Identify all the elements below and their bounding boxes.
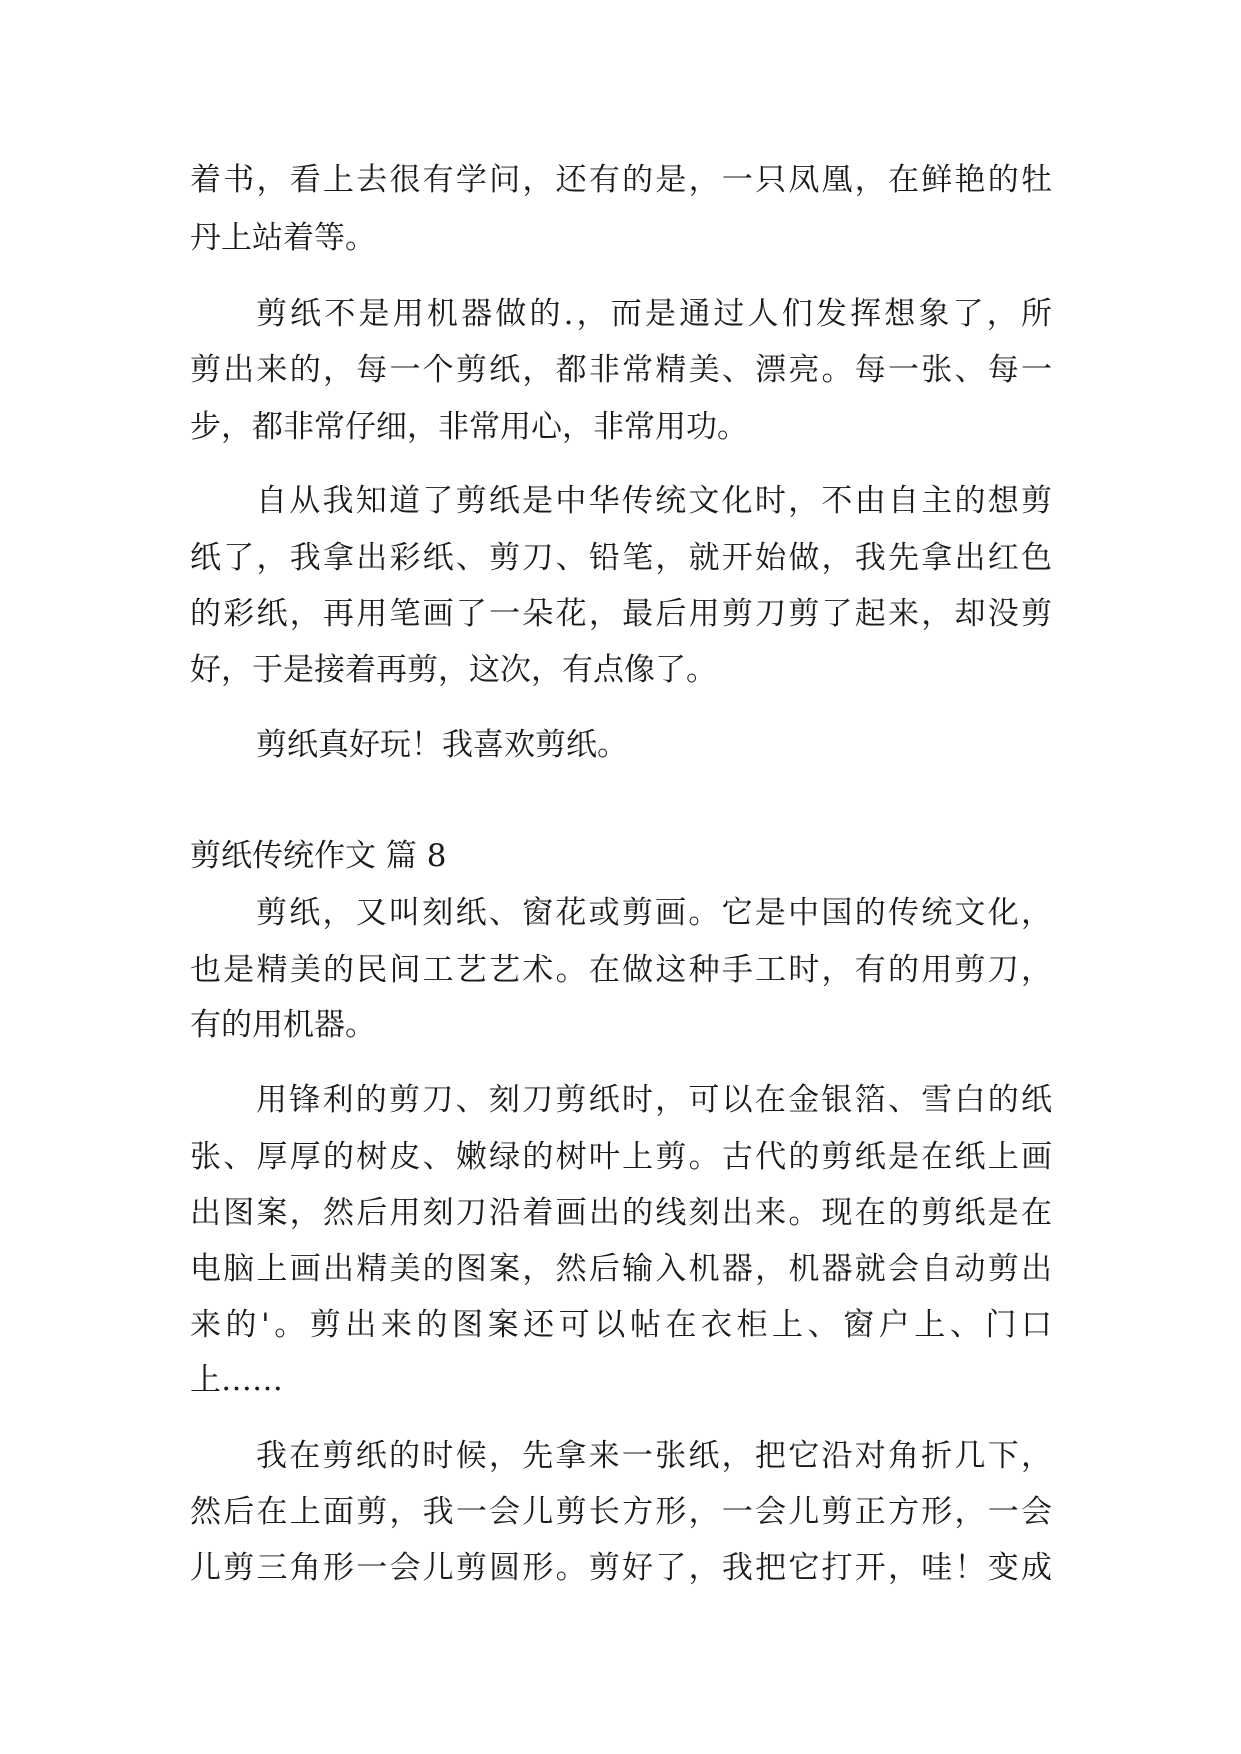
paragraph-line: 我在剪纸的时候，先拿来一张纸，把它沿对角折几下， (256, 1438, 1052, 1474)
paragraph-line: 着书，看上去很有学问，还有的是，一只凤凰，在鲜艳的牡 (190, 162, 1052, 198)
paragraph-line: 剪纸不是用机器做的.，而是通过人们发挥想象了，所 (256, 296, 1052, 332)
paragraph-line: 电脑上画出精美的图案，然后输入机器，机器就会自动剪出 (190, 1251, 1052, 1287)
paragraph-line: 出图案，然后用刻刀沿着画出的线刻出来。现在的剪纸是在 (190, 1195, 1052, 1231)
paragraph-line: 来的'。剪出来的图案还可以帖在衣柜上、窗户上、门口 (190, 1307, 1052, 1343)
paragraph-line: 自从我知道了剪纸是中华传统文化时，不由自主的想剪 (256, 483, 1052, 519)
paragraph-line: 儿剪三角形一会儿剪圆形。剪好了，我把它打开，哇！变成 (190, 1550, 1052, 1586)
paragraph-line: 好，于是接着再剪，这次，有点像了。 (190, 652, 717, 688)
paragraph-line: 然后在上面剪，我一会儿剪长方形，一会儿剪正方形，一会 (190, 1494, 1052, 1530)
paragraph-line: 用锋利的剪刀、刻刀剪纸时，可以在金银箔、雪白的纸 (256, 1082, 1052, 1118)
paragraph-line: 纸了，我拿出彩纸、剪刀、铅笔，就开始做，我先拿出红色 (190, 540, 1052, 576)
paragraph-line: 剪纸，又叫刻纸、窗花或剪画。它是中国的传统文化， (256, 895, 1052, 931)
paragraph-line: 上…… (190, 1362, 283, 1398)
paragraph-line: 丹上站着等。 (190, 220, 376, 256)
paragraph-line: 有的用机器。 (190, 1007, 376, 1043)
paragraph-line: 步，都非常仔细，非常用心，非常用功。 (190, 409, 748, 445)
paragraph-line: 的彩纸，再用笔画了一朵花，最后用剪刀剪了起来，却没剪 (190, 596, 1052, 632)
paragraph-line: 剪出来的，每一个剪纸，都非常精美、漂亮。每一张、每一 (190, 352, 1052, 388)
section-heading: 剪纸传统作文 篇 8 (190, 838, 447, 874)
paragraph-line: 张、厚厚的树皮、嫩绿的树叶上剪。古代的剪纸是在纸上画 (190, 1139, 1052, 1175)
paragraph-line: 也是精美的民间工艺艺术。在做这种手工时，有的用剪刀， (190, 952, 1052, 988)
paragraph-line: 剪纸真好玩！我喜欢剪纸。 (256, 727, 628, 763)
